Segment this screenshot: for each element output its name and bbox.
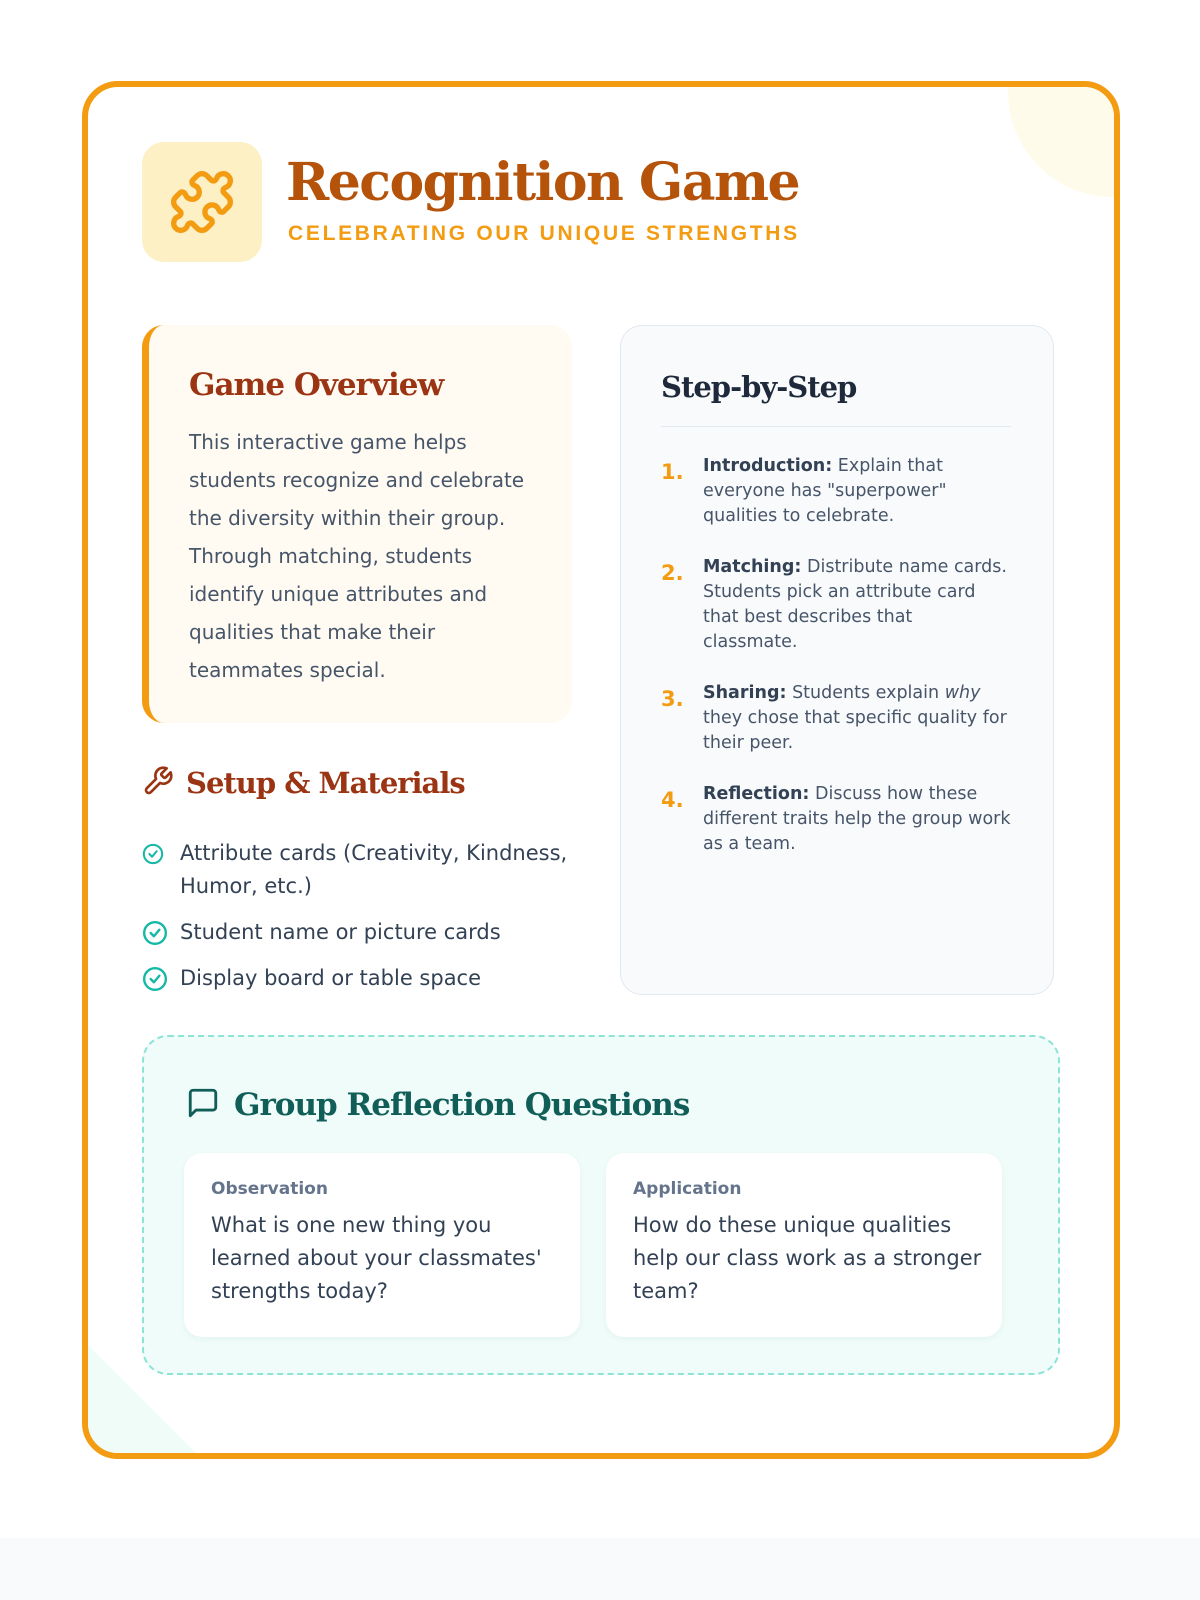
corner-decoration [1008, 81, 1120, 197]
list-item [661, 782, 1011, 857]
step-description-cont: they chose that specific quality for their peer. [703, 708, 1007, 753]
step-emphasis: why [944, 683, 981, 703]
page-background-band [0, 1538, 1200, 1600]
question-text: What is one new thing you learned about your classmates' strengths today? [211, 1213, 542, 1303]
list-item [661, 555, 1011, 655]
material-item-text: Student name or picture cards [180, 920, 501, 944]
step-label: Sharing: [703, 683, 787, 703]
step-description: Students explain [792, 683, 940, 703]
puzzle-icon [142, 142, 262, 262]
step-label: Matching: [703, 557, 802, 577]
material-item-text: Attribute cards (Creativity, Kindness, Humor, etc.) [180, 841, 568, 898]
group-reflection-heading: Group Reflection Questions [234, 1087, 690, 1123]
list-item [661, 681, 1011, 756]
page-subtitle: CELEBRATING OUR UNIQUE STRENGTHS [288, 222, 800, 245]
step-number: 1. [661, 460, 684, 484]
chat-bubble-icon [186, 1086, 220, 1124]
divider [661, 426, 1011, 427]
check-circle-icon [142, 962, 168, 995]
materials-list [142, 837, 582, 1008]
step-by-step-heading: Step-by-Step [661, 370, 857, 404]
step-by-step-panel [620, 325, 1054, 995]
question-label: Application [633, 1179, 742, 1199]
question-label: Observation [211, 1179, 328, 1199]
step-label: Reflection: [703, 784, 810, 804]
group-reflection-panel [142, 1035, 1060, 1375]
setup-materials-heading: Setup & Materials [186, 766, 465, 800]
recognition-game-card [82, 81, 1120, 1459]
list-item [661, 454, 1011, 529]
steps-list [661, 454, 1011, 883]
material-item-text: Display board or table space [180, 966, 482, 990]
wrench-icon [142, 765, 174, 801]
check-circle-icon [142, 837, 168, 870]
list-item [142, 962, 582, 995]
step-description: Distribute name cards. Students pick an attribute card that best describes that classmate. [703, 557, 1007, 652]
step-text [703, 782, 1011, 857]
step-number: 3. [661, 687, 684, 711]
game-overview-panel [142, 325, 572, 723]
step-label: Introduction: [703, 456, 833, 476]
group-reflection-header [186, 1083, 689, 1127]
step-number: 4. [661, 788, 684, 812]
list-item [142, 916, 582, 949]
step-text [703, 454, 1011, 529]
list-item [142, 837, 582, 903]
question-card-application [606, 1153, 1002, 1337]
check-circle-icon [142, 916, 168, 949]
step-number: 2. [661, 561, 684, 585]
game-overview-heading: Game Overview [189, 367, 444, 403]
page-title: Recognition Game [286, 152, 800, 213]
step-description: Discuss how these different traits help the group work as a team. [703, 784, 1011, 854]
step-text [703, 681, 1011, 756]
step-description: Explain that everyone has "superpower" qualities to celebrate. [703, 456, 947, 526]
game-overview-text: This interactive game helps students recognize and celebrate the diversity within their group. Through matching, students identify unique attributes and qualities that make their teammates special. [189, 430, 525, 682]
setup-materials-header [142, 763, 465, 803]
question-card-observation [184, 1153, 580, 1337]
question-text: How do these unique qualities help our class work as a stronger team? [633, 1213, 982, 1303]
step-text [703, 555, 1011, 655]
